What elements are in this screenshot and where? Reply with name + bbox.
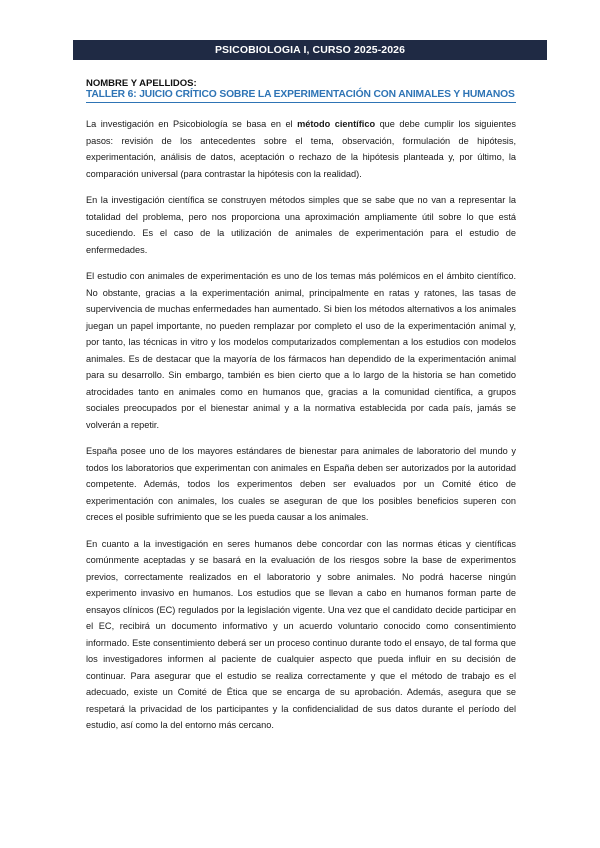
document-body — [86, 116, 516, 744]
paragraph-1-text-end: que debe cumplir los siguientes pasos: revisión de los antecedentes sobre el tema, observación, formulación de hipótesis, experimentación, análisis de datos, aceptación o rechazo de la hipótesis planteada y, por último, la comparación universal (para contrastar la hipótesis con la realidad). — [86, 119, 516, 179]
course-title: PSICOBIOLOGIA I, CURSO 2025-2026 — [214, 44, 406, 56]
paragraph-spain-welfare: España posee uno de los mayores estándares de bienestar para animales de laboratorio del mundo y todos los laboratorios que experimentan con animales en España deben ser autorizados por la autoridad competente. Además, todos los experimentos deben ser evaluados por un Comité ético de experimentación con animales, los cuales se aseguran de que los posibles beneficios superen con creces el posible sufrimiento que se les pueda causar a los animales. — [86, 446, 516, 522]
paragraph-simple-methods: En la investigación científica se construyen métodos simples que se sabe que no van a representar la totalidad del problema, pero nos proporciona una aproximación ampliamente útil sobre lo que está sucediendo. Es el caso de la utilización de animales de experimentación para el estudio de enfermedades. — [86, 195, 516, 255]
name-field-label: NOMBRE Y APELLIDOS: — [86, 78, 197, 89]
workshop-title: TALLER 6: JUICIO CRÍTICO SOBRE LA EXPERIMENTACIÓN CON ANIMALES Y HUMANOS — [86, 89, 516, 103]
paragraph-1-text-start: La investigación en Psicobiología se basa en el — [86, 119, 298, 129]
scientific-method-emphasis: método científico — [297, 119, 376, 129]
paragraph-human-research: En cuanto a la investigación en seres humanos debe concordar con las normas éticas y científicas comúnmente aceptadas y se basará en la evaluación de los riesgos sobre la base de experimentos previos, correctamente realizados en el laboratorio y sobre animales. No podrá hacerse ningún experimento invasivo en humanos. Los estudios que se llevan a cabo en humanos forman parte de ensayos clínicos (EC) regulados por la legislación vigente. Una vez que el candidato decide participar en el EC, recibirá un documento informativo y un acuerdo voluntario conocido como consentimiento informado. Este consentimiento deberá ser un proceso continuo durante todo el ensayo, de tal forma que los investigadores informen al paciente de cualquier aspecto que pueda influir en su decisión de continuar. Para asegurar que el estudio se realiza correctamente y que el método de trabajo es el adecuado, existe un Comité de Ética que se encarga de su aprobación. Además, asegura que se respetará la privacidad de los participantes y la confidencialidad de sus datos durante el período del estudio, así como la del entorno más cercano. — [86, 538, 516, 730]
paragraph-scientific-method — [86, 116, 516, 182]
paragraph-animal-experimentation: El estudio con animales de experimentación es uno de los temas más polémicos en el ámbito científico. No obstante, gracias a la experimentación animal, principalmente en ratas y ratones, las tasas de supervivencia de muchas enfermedades han aumentado. Si bien los métodos alternativos a los animales juegan un papel importante, no pueden remplazar por completo el uso de la experimentación animal y, por tanto, las técnicas in vitro y los modelos computarizados complementan a los estudios con modelos animales. Es de destacar que la mayoría de los fármacos han dependido de la experimentación animal para su desarrollo. Sin embargo, también es bien cierto que a lo largo de la historia se han cometido atrocidades tanto en animales como en humanos que, gracias a la comunidad científica, a grupos sociales preocupados por el bienestar animal y a la normativa establecida por cada país, jamás se volverán a repetir. — [86, 271, 516, 430]
course-header-bar — [73, 40, 547, 60]
